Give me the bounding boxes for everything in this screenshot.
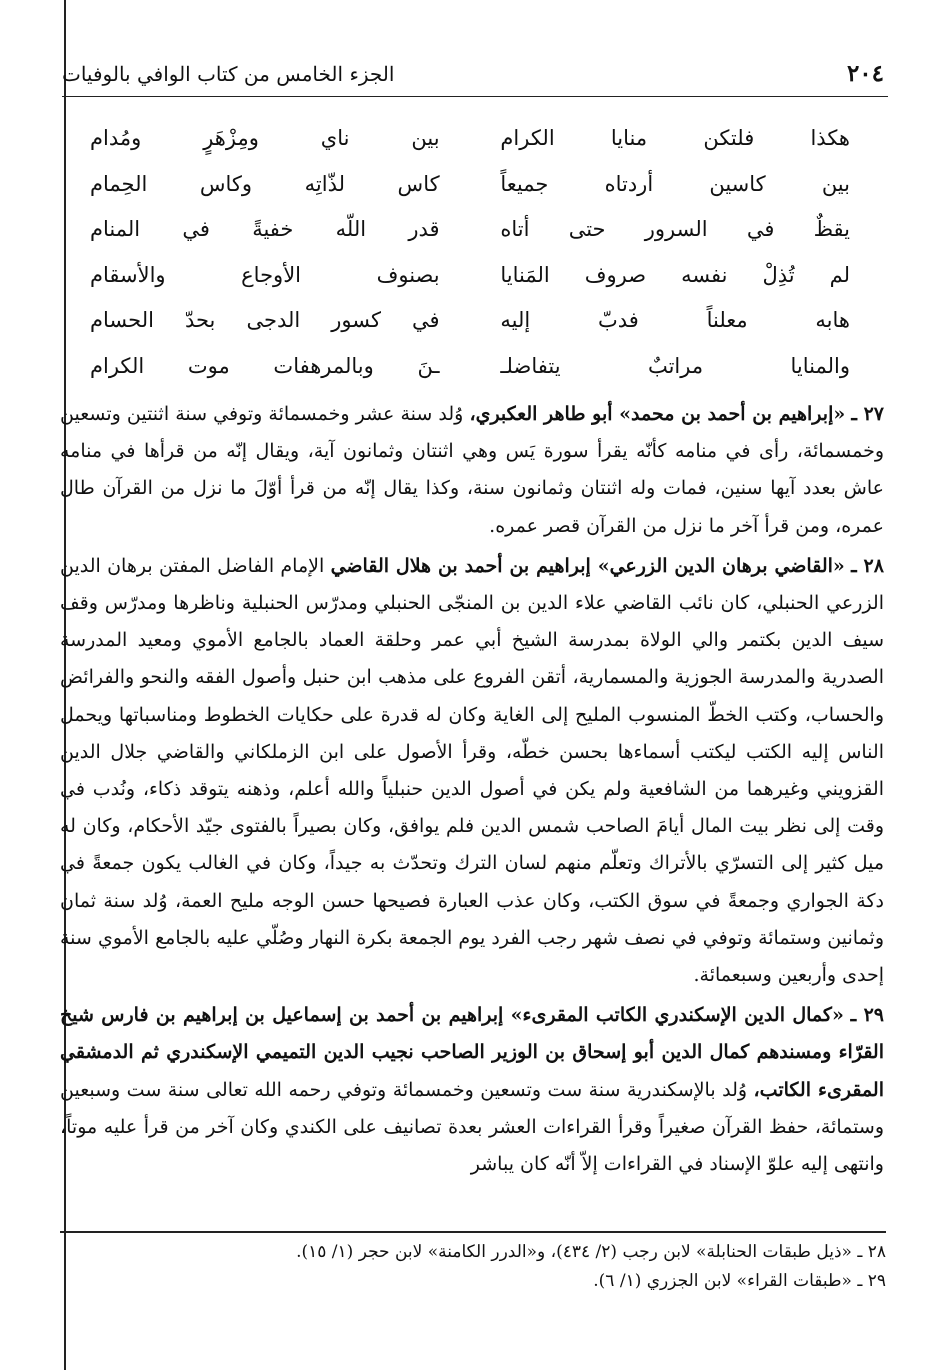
footnotes bbox=[100, 1238, 886, 1296]
entry-27 bbox=[60, 396, 884, 545]
poem-second-hemistich: ـنَ وبالمرهفات موت الكرام bbox=[90, 353, 440, 378]
poem-verse bbox=[90, 346, 850, 392]
running-title: الجزء الخامس من كتاب الوافي بالوفيات bbox=[62, 62, 395, 86]
poem-second-hemistich: في كسور الدجى بحدّ الحسام bbox=[90, 308, 440, 332]
entry-heading: «القاضي برهان الدين الزرعي» إبراهيم بن أحمد بن هلال القاضي bbox=[330, 554, 845, 577]
footnote-number: ٢٩ ـ bbox=[857, 1271, 886, 1291]
poem-verse bbox=[90, 300, 850, 346]
poem bbox=[90, 118, 850, 391]
biographical-entries bbox=[60, 396, 884, 1183]
entry-number: ٢٩ ـ bbox=[850, 1004, 884, 1027]
poem-verse bbox=[90, 255, 850, 301]
poem-first-hemistich: يقظٌ في السرور حتى أتاه bbox=[500, 217, 850, 241]
footnote-text: «طبقات القراء» لابن الجزري (١/ ٦). bbox=[593, 1271, 852, 1291]
poem-first-hemistich: لم تُذِلْ نفسه صروف المَنايا bbox=[500, 262, 850, 287]
entry-body: وُلد بالإسكندرية سنة ست وتسعين وخمسمائة وتوفي رحمه الله تعالى سنة ست وسبعين وستمائة، حفظ القرآن صغيراً وقرأ القراءات العشر بعدة تصانيف على الكندي وكان آخر من قرأ عليه موتاً، وانتهى إليه علوّ الإسناد في القراءات إلاّ أنّه كان يباشر bbox=[60, 1078, 884, 1176]
poem-second-hemistich: كاس لذّاتِه وكاس الحِمام bbox=[90, 171, 440, 196]
page-number: ٢٠٤ bbox=[846, 60, 884, 87]
poem-first-hemistich: هكذا فلتكن منايا الكرام bbox=[500, 126, 850, 150]
footnote-separator bbox=[60, 1231, 886, 1233]
poem-verse bbox=[90, 209, 850, 255]
footnote-text: «ذيل طبقات الحنابلة» لابن رجب (٢/ ٤٣٤)، و«الدرر الكامنة» لابن حجر (١/ ١٥). bbox=[296, 1242, 852, 1262]
poem-second-hemistich: بين ناي ومِزْهَرٍ ومُدام bbox=[90, 126, 440, 150]
entry-number: ٢٧ ـ bbox=[851, 403, 884, 425]
poem-first-hemistich: هابه معلناً فدبّ إليه bbox=[500, 308, 850, 332]
footnote bbox=[100, 1267, 886, 1296]
entry-number: ٢٨ ـ bbox=[851, 554, 884, 577]
running-header bbox=[62, 58, 888, 97]
footnote-number: ٢٨ ـ bbox=[857, 1242, 886, 1262]
poem-second-hemistich: قدر اللّه خفيةً في المنام bbox=[90, 217, 440, 241]
footnote bbox=[100, 1238, 886, 1267]
poem-verse bbox=[90, 164, 850, 210]
poem-verse bbox=[90, 118, 850, 164]
poem-first-hemistich: بين كاسين أردتاه جميعاً bbox=[500, 171, 850, 196]
entry-body: الإمام الفاضل المفتن برهان الدين الزرعي الحنبلي، كان نائب القاضي علاء الدين بن المنجّى الحنبلي ومدرّس الحنبلية وناظرها ومدرّس وقف سيف الدين بكتمر والي الولاة بمدرسة الشيخ أبي عمر وحلقة العماد بالجامع الأموي ومعيد المدرسة الصدرية والمدرسة الجوزية والمسمارية، أتقن الفروع على مذهب ابن حنبل وأصول الفقه والنحو والفرائض والحساب، وكتب الخطّ المنسوب المليح إلى الغاية وكان له قدرة على حكايات الخطوط ومناسباتها ويحمل الناس إليه الكتب ليكتب أسماءها بحسن خطّه، وقرأ الأصول على ابن الزملكاني والقاضي جلال الدين القزويني وغيرهما من الشافعية ولم يكن في أصول الدين حنبلياً والله أعلم، وذهنه يتوقد ذكاء، ونُدب في وقت إلى نظر بيت المال أيامَ الصاحب شمس الدين فلم يوافق، وكان بصيراً بالفتوى جيّد الأحكام، وكان له ميل كثير إلى التسرّي بالأتراك وتعلّم منهم لسان الترك وتحدّث به جيداً، وكان في الغالب يكون جمعةً في دكة الجواري وجمعةً في سوق الكتب، وكان عذب العبارة فصيحها حسن الوجه مليح العمة، وُلد سنة ثمان وثمانين وستمائة وتوفي في نصف شهر رجب الفرد يوم الجمعة بكرة النهار وصُلّي عليه بالجامع الأموي سنة إحدى وأربعين وسبعمائة. bbox=[60, 554, 884, 987]
entry-29 bbox=[60, 997, 884, 1183]
entry-heading: «كمال الدين الإسكندري الكاتب المقرىء» إبراهيم بن أحمد بن إسماعيل بن إبراهيم بن فارس شيخ القرّاء ومسندهم كمال الدين أبو إسحاق بن الوزير الصاحب نجيب الدين التميمي الإسكندري ثم الدمشقي المقرىء الكاتب، bbox=[60, 1004, 884, 1101]
entry-body: وُلد سنة عشر وخمسمائة وتوفي سنة اثنتين وتسعين وخمسمائة، رأى في منامه كأنّه يقرأ سورة يَس وهي اثنتان وثمانون آية، ويقال إنّه من قرأها في منامه عاش بعدد آيها سنين، فمات وله اثنتان وثمانون سنة، وكذا يقال إنّه من قرأ أوّلَ ما نزل من القرآن طال عمره، ومن قرأ آخر ما نزل من القرآن قصر عمره. bbox=[60, 403, 884, 537]
entry-28 bbox=[60, 548, 884, 994]
entry-heading: «إبراهيم بن أحمد بن محمد» أبو طاهر العكبري، bbox=[469, 403, 846, 425]
poem-second-hemistich: بصنوف الأوجاع والأسقام bbox=[90, 262, 440, 287]
poem-first-hemistich: والمنايا مراتبٌ يتفاضلـ bbox=[500, 353, 850, 378]
